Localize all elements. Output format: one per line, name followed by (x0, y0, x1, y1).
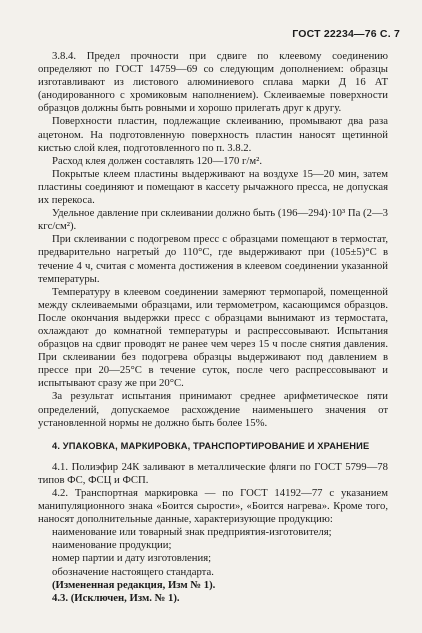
paragraph-glue-consumption: Расход клея должен составлять 120—170 г/м². (52, 154, 263, 167)
paragraph-4-2: 4.2. Транспортная маркировка — по ГОСТ 14192—77 с указанием манипуляционного знака «Боится сырости», «Боится нагрева». Кроме того, наносят дополнительные данные, характеризующие продукцию: (38, 487, 388, 526)
paragraph-result: За результат испытания принимают среднее арифметическое пяти определений, допускаемое расхождение наименьшего значения от установленной нормы не должно быть более 15%. (38, 390, 388, 429)
page-header: ГОСТ 22234—76 С. 7 (292, 28, 400, 40)
section-title: 4. УПАКОВКА, МАРКИРОВКА, ТРАНСПОРТИРОВАНИЕ И ХРАНЕНИЕ (52, 440, 370, 451)
document-body (38, 50, 388, 605)
paragraph-3-8-4: 3.8.4. Предел прочности при сдвиге по клеевому соединению определяют по ГОСТ 14759—69 со следующим дополнением: образцы изготавливают из листового алюминиевого сплава марки Д 16 АТ (анодированного с хромиковым наполнением). Склеиваемые поверхности образцов должны быть ровными и хорошо прилегать друг к другу. (38, 50, 388, 115)
paragraph-heating: При склеивании с подогревом пресс с образцами помещают в термостат, предварительно нагретый до 110°С, где выдерживают при (105±5)°С в течение 4 ч, считая с момента достижения в клеевом соединении указанной температуры. (38, 233, 388, 285)
excluded-note: 4.3. (Исключен, Изм. № 1). (52, 591, 180, 604)
paragraph-air-hold: Покрытые клеем пластины выдерживают на воздухе 15—20 мин, затем пластины соединяют и помещают в кассету рычажного пресса, не допуская их перекоса. (38, 167, 388, 207)
paragraph-surface-prep: Поверхности пластин, подлежащие склеиванию, промывают два раза ацетоном. На подготовленную поверхность пластин наносят щетинной кистью слой клея, подготовленного по п. 3.8.2. (38, 115, 388, 154)
revision-note: (Измененная редакция, Изм № 1). (52, 578, 216, 591)
list-item: наименование продукции; (52, 539, 172, 552)
list-item: обозначение настоящего стандарта. (52, 565, 214, 578)
paragraph-pressure: Удельное давление при склеивании должно быть (196—294)·10³ Па (2—3 кгс/см²). (38, 207, 388, 233)
paragraph-temperature: Температуру в клеевом соединении замеряют термопарой, помещенной между склеиваемыми образцами, или термометром, касающимся образцов. После окончания выдержки пресс с образцами вынимают из термостата, охлаждают до комнатной температуры и распрессовывают. Испытания образцов на сдвиг проводят не ранее чем через 15 ч после снятия давления. При склеивании без подогрева образцы выдерживают под давлением в прессе при 20—25°С в течение суток, после чего распрессовывают и испытывают сразу же при 20°С. (38, 285, 388, 390)
list-item: наименование или товарный знак предприятия-изготовителя; (52, 526, 332, 539)
paragraph-4-1: 4.1. Полиэфир 24К заливают в металлические фляги по ГОСТ 5799—78 типов ФС, ФСЦ и ФСП. (38, 460, 388, 486)
list-item: номер партии и дату изготовления; (52, 552, 212, 565)
